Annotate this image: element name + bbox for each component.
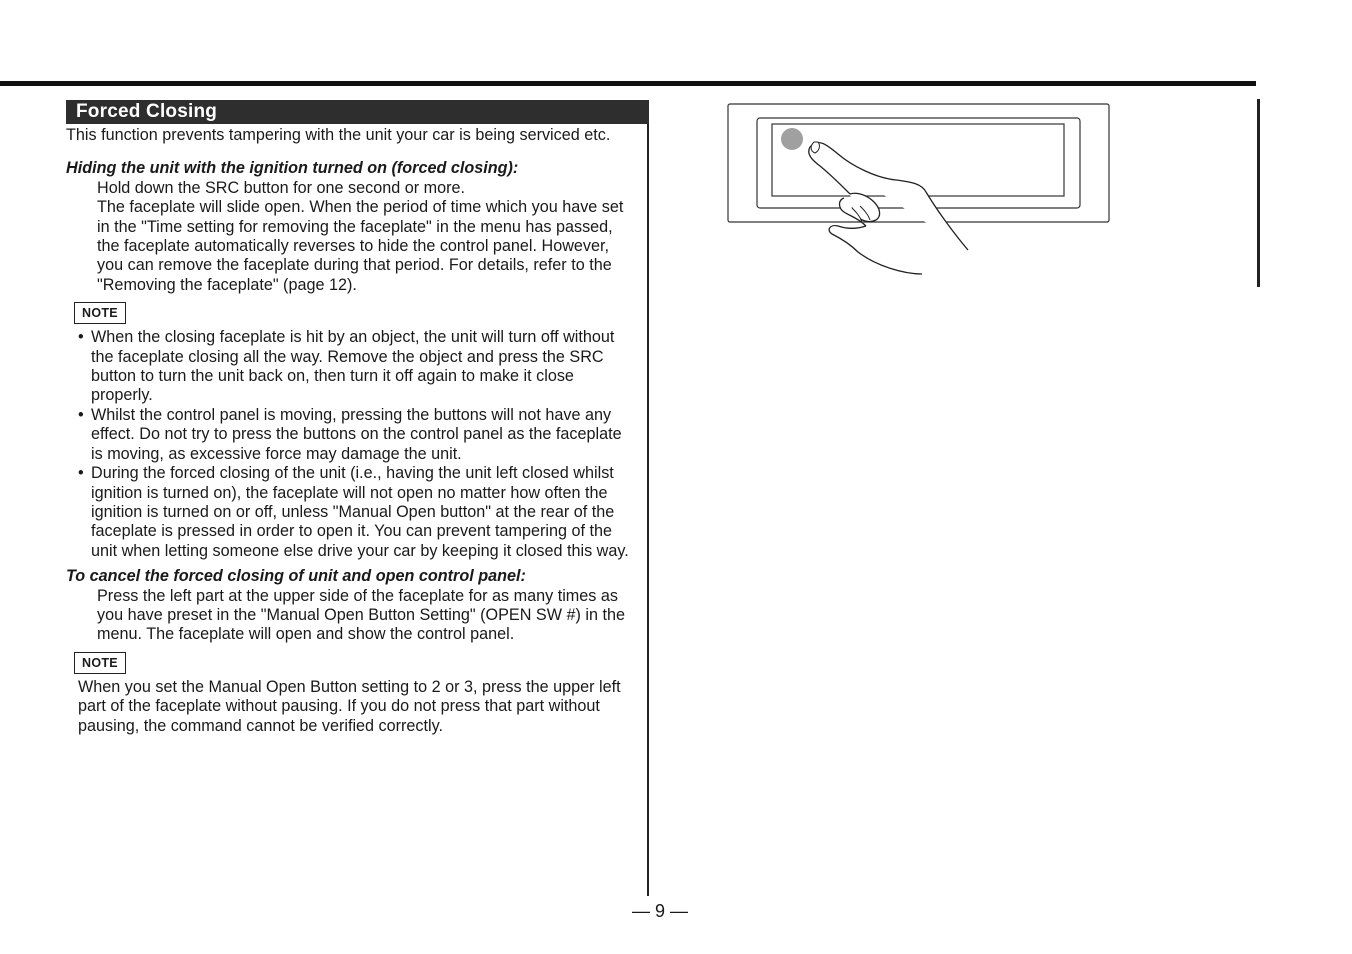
intro-text: This function prevents tampering with the unit your car is being serviced etc. [66,126,611,144]
hiding-step: Hold down the SRC button for one second or more. [97,178,466,197]
note-badge: NOTE [74,652,126,674]
note-text: When you set the Manual Open Button setting to 2 or 3, press the upper left part of the faceplate without pausing. If you do not press that part without pausing, the command cannot be verified correctly. [78,677,621,735]
hiding-body: The faceplate will slide open. When the period of time which you have set in the "Time setting for removing the faceplate" in the menu has passed, the faceplate automatically reverses to hide the control panel. However, you can remove the faceplate during that period. For details, refer to the "Removing the faceplate" (page 12). [97,198,624,294]
cancel-body: Press the left part at the upper side of the faceplate for as many times as you have preset in the "Manual Open Button Setting" (OPEN SW #) in the menu. The faceplate will open and show the control panel. [97,586,625,644]
note-list [66,328,636,561]
bullet-icon: • [78,464,84,483]
faceplate-illustration [726,102,1116,287]
cancel-heading: To cancel the forced closing of unit and open control panel: [66,567,526,586]
left-column [66,126,636,736]
note-badge: NOTE [74,302,126,324]
list-item: • Whilst the control panel is moving, pressing the buttons will not have any effect. Do not try to press the buttons on the control panel as the faceplate is moving, as excessive force may damage the unit. [78,405,622,463]
page-edge-marker [1257,99,1260,287]
bullet-icon: • [78,405,84,424]
bullet-icon: • [78,328,84,347]
column-divider [647,100,649,896]
section-title: Forced Closing [66,100,649,124]
page-number: — 9 — [631,901,688,921]
hiding-heading: Hiding the unit with the ignition turned on (forced closing): [66,159,519,178]
header-rule-thin [676,81,1256,84]
list-item: • When the closing faceplate is hit by an object, the unit will turn off without the faceplate closing all the way. Remove the object and press the SRC button to turn the unit back on, then turn it off again to make it close properly. [78,328,615,405]
list-item: • During the forced closing of the unit (i.e., having the unit left closed whilst ignition is turned on), the faceplate will not open no matter how often the ignition is turned on or off, unless "Manual Open button" at the rear of the faceplate is pressed in order to open it. You can prevent tampering of the unit when letting someone else drive your car by keeping it closed this way. [78,464,629,560]
finger-pressing-faceplate-icon [726,102,1116,282]
